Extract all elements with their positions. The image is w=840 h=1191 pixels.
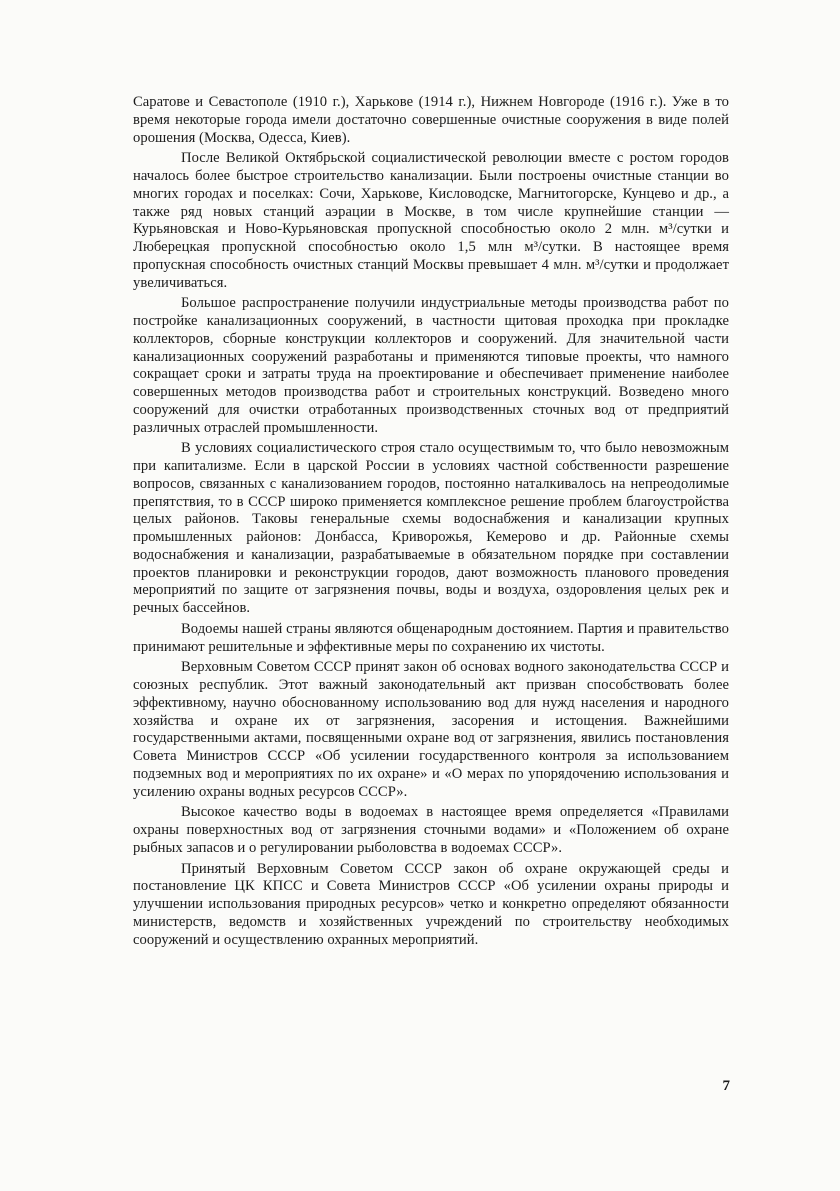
paragraph-2: После Великой Октябрьской социалистической революции вместе с ростом городов началось более быстрое строительство канализации. Были построены очистные станции во многих городах и поселках: Сочи, Харькове, Кисловодске, Магнитогорске, Кунцево и др., а также ряд новых станций аэрации в Москве, в том числе крупнейшие станции — Курьяновская и Ново-Курьяновская пропускной способностью около 2 млн. м³/сутки и Люберецкая пропускной способностью около 1,5 млн м³/сутки. В настоящее время пропускная способность очистных станций Москвы превышает 4 млн. м³/сутки и продолжает увеличиваться.: [133, 150, 729, 291]
paragraph-4: В условиях социалистического строя стало осуществимым то, что было невозможным при капитализме. Если в царской России в условиях частной собственности разрешение вопросов, связанных с канализованием городов, постоянно наталкивалось на непреодолимые препятствия, то в СССР широко применяется комплексное решение проблем благоустройства целых районов. Таковы генеральные схемы водоснабжения и канализации крупных промышленных районов: Донбасса, Криворожья, Кемерово и др. Районные схемы водоснабжения и канализации, разрабатываемые в обязательном порядке при составлении проектов планировки и реконструкции городов, дают возможность планового проведения мероприятий по защите от загрязнения почвы, воды и воздуха, оздоровления целых рек и речных бассейнов.: [133, 440, 729, 616]
paragraph-6: Верховным Советом СССР принят закон об основах водного законодательства СССР и союзных республик. Этот важный законодательный акт призван способствовать более эффективному, научно обоснованному использованию вод для нужд населения и народного хозяйства и охране их от загрязнения, засорения и истощения. Важнейшими государственными актами, посвященными охране вод от загрязнения, явились постановления Совета Министров СССР «Об усилении государственного контроля за использованием подземных вод и мероприятиях по их охране» и «О мерах по упорядочению использования и усилению охраны водных ресурсов СССР».: [133, 659, 729, 800]
paragraph-8: Принятый Верховным Советом СССР закон об охране окружающей среды и постановление ЦК КПСС и Совета Министров СССР «Об усилении охраны природы и улучшении использования природных ресурсов» четко и конкретно определяют обязанности министерств, ведомств и хозяйственных учреждений по строительству необходимых сооружений и осуществлению охранных мероприятий.: [133, 860, 729, 948]
paragraph-5: Водоемы нашей страны являются общенародным достоянием. Партия и правительство принимают решительные и эффективные меры по сохранению их чистоты.: [133, 620, 729, 655]
paragraph-1: Саратове и Севастополе (1910 г.), Харькове (1914 г.), Нижнем Новгороде (1916 г.). Уже в то время некоторые города имели достаточно совершенные очистные сооружения в виде полей орошения (Москва, Одесса, Киев).: [133, 94, 729, 146]
body-text: [133, 94, 729, 952]
paragraph-3: Большое распространение получили индустриальные методы производства работ по постройке канализационных сооружений, в частности щитовая проходка при прокладке коллекторов, сборные конструкции коллекторов и сооружений. Для значительной части канализационных сооружений разработаны и применяются типовые проекты, что намного сокращает сроки и затраты труда на проектирование и обеспечивает применение наиболее совершенных методов производства работ и строительных конструкций. Возведено много сооружений для очистки отработанных производственных сточных вод от предприятий различных отраслей промышленности.: [133, 295, 729, 436]
paragraph-7: Высокое качество воды в водоемах в настоящее время определяется «Правилами охраны поверхностных вод от загрязнения сточными водами» и «Положением об охране рыбных запасов и о регулировании рыболовства в водоемах СССР».: [133, 804, 729, 856]
page-number: 7: [722, 1078, 730, 1094]
